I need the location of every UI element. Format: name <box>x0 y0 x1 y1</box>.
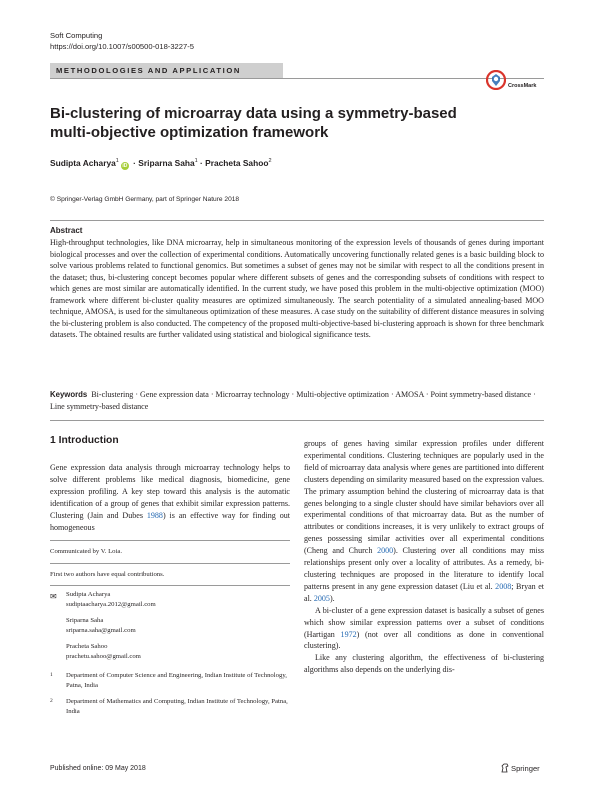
footnote-divider <box>50 540 290 541</box>
keywords-list: Bi-clustering · Gene expression data · Microarray technology · Multi-objective optimization · AMOSA · Point symmetry-based distance · Line symmetry-based distance <box>50 390 536 411</box>
section-banner: METHODOLOGIES AND APPLICATION <box>50 63 283 78</box>
abstract-divider <box>50 220 544 221</box>
envelope-icon: ✉ <box>50 592 57 601</box>
author-name[interactable]: Sriparna Saha <box>138 158 195 168</box>
publisher-logo <box>501 763 540 773</box>
affiliation-number: 1 <box>50 672 53 678</box>
intro-text: ). <box>329 593 335 603</box>
intro-paragraph <box>304 438 544 605</box>
intro-text: ) (not over all conditions as done in conventional clustering). <box>304 629 544 651</box>
orcid-icon[interactable]: iD <box>122 163 128 169</box>
contact-name: Sriparna Saha <box>66 617 104 625</box>
section-heading: 1 Introduction <box>50 435 119 446</box>
body-divider <box>50 420 544 421</box>
contact-email[interactable]: prachetu.sahoo@gmail.com <box>66 652 141 660</box>
affiliation-text: Department of Mathematics and Computing, Indian Institute of Technology, Patna, India <box>66 698 288 715</box>
author-affiliation-mark: 1 <box>194 158 198 165</box>
citation-link[interactable]: 2005 <box>313 593 330 603</box>
citation-link[interactable]: 2008 <box>495 581 512 591</box>
affiliation <box>50 671 290 690</box>
citation-link[interactable]: 1972 <box>340 629 357 639</box>
author-name[interactable]: Sudipta Acharya <box>50 158 116 168</box>
keywords <box>50 389 544 412</box>
author-affiliation-mark: 1 <box>115 158 119 165</box>
intro-text: ) is an effective way for finding out homogeneous <box>50 510 290 532</box>
author-affiliation-mark: 2 <box>268 158 272 165</box>
intro-paragraph <box>304 605 544 653</box>
contact-entry <box>66 616 290 635</box>
journal-name: Soft Computing <box>50 31 103 40</box>
contact-entry <box>66 590 290 609</box>
contact-email[interactable]: sudiptaacharya.2012@gmail.com <box>66 600 156 608</box>
crossmark-badge[interactable] <box>486 70 548 94</box>
intro-text: Gene expression data analysis through microarray technology helps to solve different problems like medical diagnosis, biomedicine, gene expression profiling. A key step toward this analysis is the automatic identification of a group of genes that exhibit similar expression patterns. Clustering (Jain and Dubes <box>50 463 290 520</box>
keywords-label: Keywords <box>50 390 88 399</box>
copyright-notice: © Springer-Verlag GmbH Germany, part of Springer Nature 2018 <box>50 196 240 203</box>
crossmark-label: CrossMark <box>508 83 537 89</box>
intro-column-right <box>304 438 544 676</box>
author-list: Sudipta Acharya$^1$iD · Sriparna Saha$^1$ · Pracheta Sahoo$^2$ <box>50 158 272 169</box>
affiliation-text: Department of Computer Science and Engineering, Indian Institute of Technology, Patna, India <box>66 672 287 689</box>
footnote-divider <box>50 563 290 564</box>
citation-link[interactable]: 2000 <box>377 546 394 556</box>
published-date: Published online: 09 May 2018 <box>50 765 146 772</box>
affiliation-number: 2 <box>50 698 53 704</box>
intro-text: A bi-cluster of a gene expression dataset is basically a subset of genes which show similar expression patterns over a subset of conditions (Hartigan <box>304 605 544 639</box>
affiliation <box>50 697 290 716</box>
intro-text: groups of genes having similar expression profiles under different experimental conditions. Clustering techniques are popularly used in the field of microarray data analysis where genes are partitioned into different clusters depending on similarity measured based on the expression values. The primary assumption behind the clustering of microarray data is that genes belonging to a single cluster should have similar behaviors over all experimental conditions of that microarray data. But as the number of attributes or conditions increases, it is very unlikely to extract groups of genes possessing similar activities over all experimental conditions (Cheng and Church <box>304 439 544 556</box>
abstract-heading: Abstract <box>50 226 83 235</box>
author-contacts <box>50 590 290 669</box>
contact-email[interactable]: sriparna.saha@gmail.com <box>66 626 136 634</box>
intro-paragraph: Like any clustering algorithm, the effectiveness of bi-clustering algorithms also depends on the underlying dis- <box>304 653 544 675</box>
intro-text: ). Clustering over all conditions may miss relationships present only over a locality of attributes. As a remedy, bi-clustering techniques are proposed in the literature to identify local patterns present in any gene expression dataset (Liu et al. <box>304 546 544 591</box>
author-name[interactable]: Pracheta Sahoo <box>205 158 269 168</box>
citation-link[interactable]: 1988 <box>146 510 163 520</box>
equal-contribution-note: First two authors have equal contributions. <box>50 571 165 578</box>
journal-header <box>50 30 194 52</box>
journal-doi-link[interactable]: https://doi.org/10.1007/s00500-018-3227-5 <box>50 42 194 51</box>
intro-text: ; Bryan et al. <box>304 581 545 603</box>
publisher-name: Springer <box>511 764 540 773</box>
footnote-divider <box>50 585 290 586</box>
crossmark-icon <box>486 70 506 90</box>
contact-name: Pracheta Sahoo <box>66 643 108 651</box>
paper-title: Bi-clustering of microarray data using a symmetry-based multi-objective optimization framework <box>50 105 457 141</box>
contact-entry <box>66 642 290 661</box>
communicated-by: Communicated by V. Loia. <box>50 548 123 555</box>
intro-paragraph <box>50 462 290 533</box>
contact-name: Sudipta Acharya <box>66 591 111 598</box>
abstract-text: High-throughput technologies, like DNA microarray, help in simultaneous monitoring of the expression levels of thousands of genes during important biological processes and over the collection of experimental conditions. Automatically uncovering functionally related genes is a basic building block to solve various problems related to functional genomics. But sometimes a subset of genes may not be similar with respect to all the conditions present in the dataset; thus, bi-clustering concept becomes popular where different subsets of genes and the corresponding subsets of conditions with respect to which genes are most similar are automatically identified. In the current study, we have posed this problem in the multi-objective optimization (MOO) framework where different bi-cluster quality measures are optimized simultaneously. The search potentiality of a simulated annealing-based MOO technique, AMOSA, is used for the simultaneous optimization of these measures. A case study on the suitability of different distance measures in solving the bi-clustering problem is also conducted. The competency of the proposed multi-objective-based bi-clustering approach is shown for three benchmark datasets. The obtained results are further validated using statistical and biological significance tests. <box>50 238 544 339</box>
springer-horse-icon <box>501 763 509 773</box>
banner-divider <box>50 78 544 79</box>
